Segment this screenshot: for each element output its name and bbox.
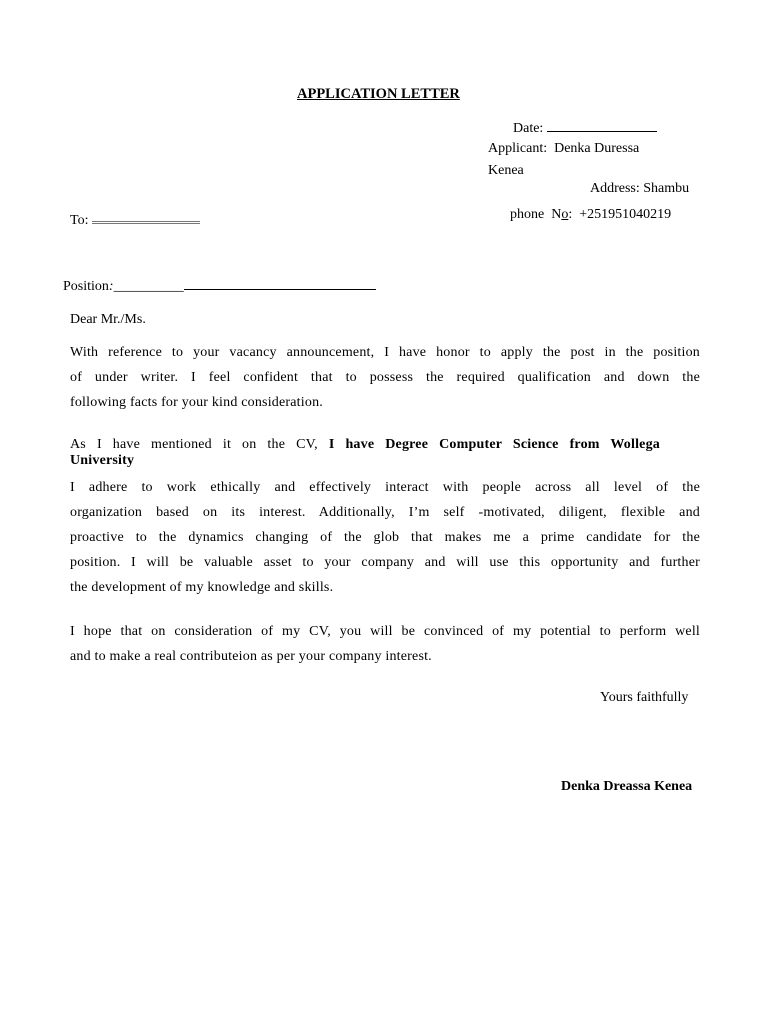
salutation: Dear Mr./Ms. [70,312,146,327]
applicant-name: Denka Duressa [554,141,640,156]
paragraph-line: of under writer. I feel confident that to possess the required qualification and down the [70,370,700,385]
paragraph-line: I adhere to work ethically and effectively interact with people across all level of the [70,480,700,495]
phone-no-abbrev: No [551,207,569,222]
paragraph-line: I hope that on consideration of my CV, you will be convinced of my potential to perform well [70,624,700,639]
paragraph-closing-statement [70,619,700,669]
paragraph-line: the development of my knowledge and skills. [70,580,334,595]
paragraph-line: With reference to your vacancy announcement, I have honor to apply the post in the position [70,345,700,360]
paragraph-line: proactive to the dynamics changing of the glob that makes me a prime candidate for the [70,530,700,545]
paragraph-education [70,437,700,469]
address-line: Address: Shambu [590,181,690,196]
date-field [513,119,657,137]
position-field: Position:__________ [63,277,376,295]
position-underscores: __________ [113,279,184,294]
paragraph-line: organization based on its interest. Additionally, I’m self -motivated, diligent, flexible and [70,505,700,520]
phone-line: phone No: +251951040219 [510,207,672,222]
to-label: To: [70,213,89,228]
date-label: Date: [513,121,544,136]
paragraph-line: position. I will be valuable asset to your company and will use this opportunity and further [70,555,700,570]
education-degree: I have Degree Computer Science from Wollega [328,437,660,452]
paragraph-qualities [70,475,700,600]
paragraph-line: following facts for your kind consideration. [70,395,323,410]
position-label: Position [63,279,109,294]
paragraph-reference [70,340,700,415]
phone-value: +251951040219 [579,207,672,222]
signature: Denka Dreassa Kenea [561,779,693,794]
education-intro: As I have mentioned it on the CV, [70,437,318,452]
applicant-label: Applicant: [488,141,548,156]
date-blank-line [547,119,657,132]
education-university: University [70,453,135,468]
closing: Yours faithfully [600,690,689,705]
letter-title: APPLICATION LETTER [297,86,460,102]
phone-label: phone [510,207,545,222]
applicant-name-continued: Kenea [488,163,524,178]
position-blank-line [184,277,376,290]
paragraph-line: and to make a real contributeion as per your company interest. [70,649,432,664]
applicant-line [488,141,639,157]
to-blank-line [92,209,200,224]
to-field [70,209,200,229]
